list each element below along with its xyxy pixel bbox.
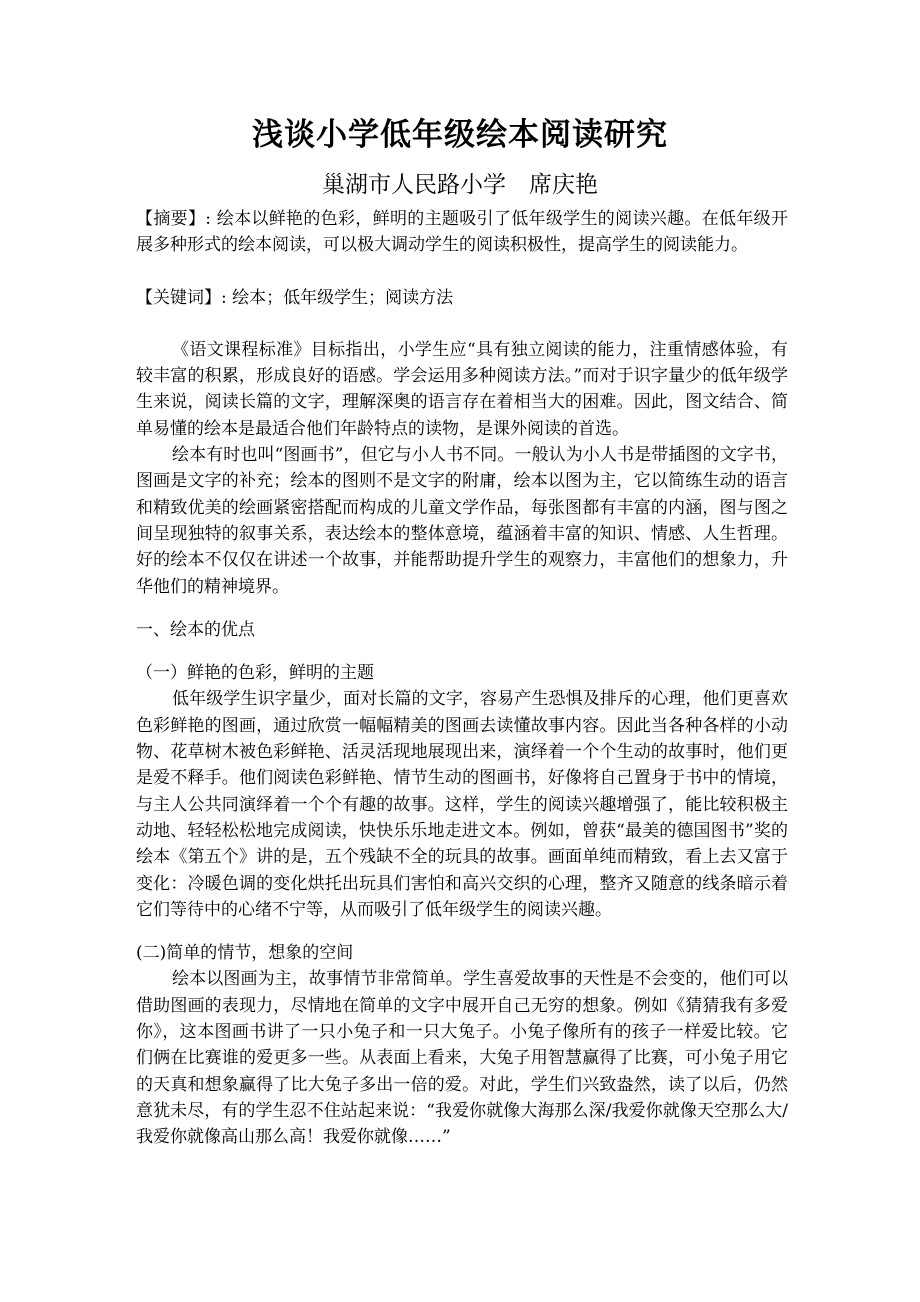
subsection-heading-2: (二)简单的情节，想象的空间: [136, 943, 354, 964]
spacer: [136, 259, 788, 285]
subsection-paragraph-2: 绘本以图画为主，故事情节非常简单。学生喜爱故事的天性是不会变的，他们可以借助图画的表现力，尽情地在简单的文字中展开自己无穷的想象。例如《猜猜我有多爱你》，这本图画书讲了一只小兔子和一只大兔子。小兔子像所有的孩子一样爱比较。它们俩在比赛谁的爱更多一些。从表面上看来，大兔子用智慧赢得了比赛，可小兔子用它的天真和想象赢得了比大兔子多出一倍的爱。对此，学生们兴致盎然，读了以后，仍然意犹未尽，有的学生忍不住站起来说：“我爱你就像大海那么深/我爱你就像天空那么大/我爱你就像高山那么高！我爱你就像……”: [136, 969, 788, 1148]
paper-body: [136, 206, 788, 1151]
intro-paragraph-1: 《语文课程标准》目标指出，小学生应“具有独立阅读的能力，注重情感体验，有较丰富的积累，形成良好的语感。学会运用多种阅读方法。”而对于识字量少的低年级学生来说，阅读长篇的文字，理解深奥的语言存在着相当大的困难。因此，图文结合、简单易懂的绘本是最适合他们年龄特点的读物，是课外阅读的首选。: [136, 339, 788, 439]
spacer: [136, 923, 788, 940]
abstract-label: 【摘要】: [136, 209, 206, 229]
section-heading: 一、绘本的优点: [136, 619, 255, 640]
paper-title: 浅谈小学低年级绘本阅读研究: [252, 117, 668, 153]
spacer: [136, 600, 788, 617]
subsection-paragraph-1: 低年级学生识字量少，面对长篇的文字，容易产生恐惧及排斥的心理，他们更喜欢色彩鲜艳的图画，通过欣赏一幅幅精美的图画去读懂故事内容。因此当各种各样的小动物、花草树木被色彩鲜艳、活灵活现地展现出来，演绎着一个个生动的故事时，他们更是爱不释手。他们阅读色彩鲜艳、情节生动的图画书，好像将自己置身于书中的情境，与主人公共同演绎着一个个有趣的故事。这样，学生的阅读兴趣增强了，能比较积极主动地、轻轻松松地完成阅读，快快乐乐地走进文本。例如，曾获“最美的德国图书”奖的绘本《第五个》讲的是，五个残缺不全的玩具的故事。画面单纯而精致，看上去又富于变化：冷暖色调的变化烘托出玩具们害怕和高兴交织的心理，整齐又随意的线条暗示着它们等待中的心绪不宁等，从而吸引了低年级学生的阅读兴趣。: [136, 689, 788, 920]
spacer: [136, 311, 788, 337]
intro-paragraph-2: 绘本有时也叫“图画书”，但它与小人书不同。一般认为小人书是带插图的文字书，图画是文字的补充；绘本的图则不是文字的附庸，绘本以图为主，它以简练生动的语言和精致优美的绘画紧密搭配而构成的儿童文学作品，每张图都有丰富的内涵，图与图之间呈现独特的叙事关系，表达绘本的整体意境，蕴涵着丰富的知识、情感、人生哲理。好的绘本不仅仅在讲述一个故事，并能帮助提升学生的观察力，丰富他们的想象力，升华他们的精神境界。: [136, 445, 788, 597]
keywords: [136, 285, 788, 311]
abstract: [136, 206, 788, 259]
abstract-text: : 绘本以鲜艳的色彩，鲜明的主题吸引了低年级学生的阅读兴趣。在低年级开展多种形式的绘本阅读，可以极大调动学生的阅读积极性，提高学生的阅读能力。: [136, 209, 789, 256]
subsection-heading-1: （一）鲜艳的色彩，鲜明的主题: [136, 663, 374, 684]
keywords-text: : 绘本；低年级学生；阅读方法: [221, 287, 454, 308]
author-line: 巢湖市人民路小学 席庆艳: [322, 172, 598, 198]
keywords-label: 【关键词】: [136, 287, 221, 308]
spacer: [136, 643, 788, 660]
